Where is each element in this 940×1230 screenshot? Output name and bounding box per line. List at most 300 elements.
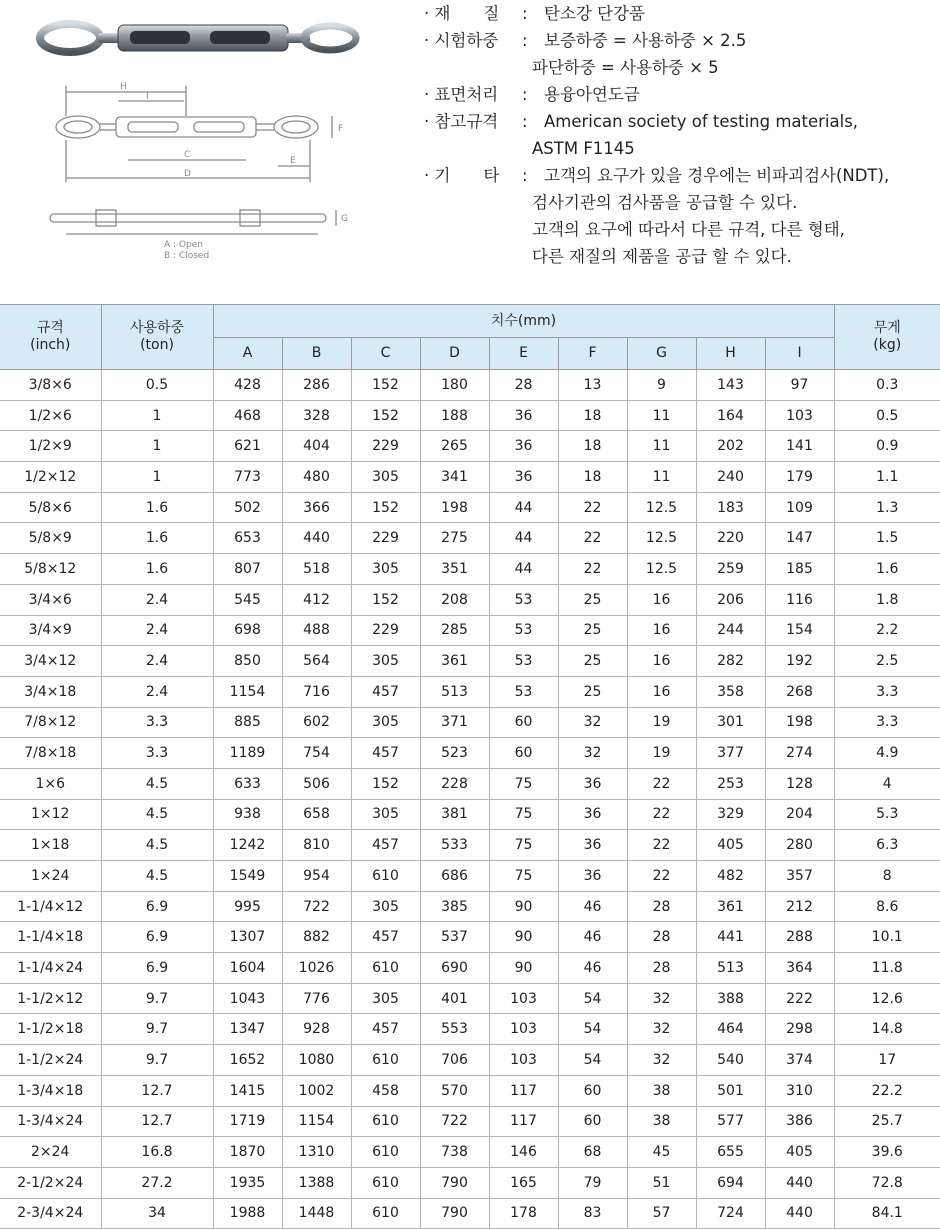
cell-dim: 79 [558, 1167, 627, 1198]
cell-dim: 22 [627, 768, 696, 799]
cell-dim: 11 [627, 431, 696, 462]
table-row [0, 646, 940, 677]
cell-dim: 305 [351, 554, 420, 585]
cell-dim: 38 [627, 1075, 696, 1106]
table-row [0, 676, 940, 707]
cell-dim: 305 [351, 891, 420, 922]
cell-load: 16.8 [101, 1137, 213, 1168]
cell-dim: 1549 [213, 861, 282, 892]
cell-dim: 179 [765, 462, 834, 493]
cell-dim: 19 [627, 707, 696, 738]
cell-weight: 4.9 [834, 738, 940, 769]
label-D: D [184, 169, 191, 179]
cell-dim: 405 [765, 1137, 834, 1168]
table-row [0, 983, 940, 1014]
cell-dim: 152 [351, 584, 420, 615]
cell-dim: 36 [558, 861, 627, 892]
cell-dim: 268 [765, 676, 834, 707]
cell-dim: 361 [696, 891, 765, 922]
cell-dim: 22 [627, 861, 696, 892]
cell-load: 27.2 [101, 1167, 213, 1198]
cell-dim: 1870 [213, 1137, 282, 1168]
table-row [0, 707, 940, 738]
cell-dim: 513 [696, 953, 765, 984]
cell-dim: 374 [765, 1045, 834, 1076]
cell-spec: 1×12 [0, 799, 101, 830]
cell-dim: 440 [765, 1167, 834, 1198]
cell-load: 9.7 [101, 983, 213, 1014]
cell-dim: 147 [765, 523, 834, 554]
cell-load: 3.3 [101, 738, 213, 769]
cell-dim: 274 [765, 738, 834, 769]
cell-dim: 240 [696, 462, 765, 493]
cell-dim: 36 [558, 768, 627, 799]
cell-dim: 1604 [213, 953, 282, 984]
table-row [0, 861, 940, 892]
cell-dim: 68 [558, 1137, 627, 1168]
table-row [0, 492, 940, 523]
cell-dim: 310 [765, 1075, 834, 1106]
cell-spec: 5/8×9 [0, 523, 101, 554]
cell-dim: 610 [351, 1045, 420, 1076]
cell-dim: 301 [696, 707, 765, 738]
cell-dim: 180 [420, 370, 489, 401]
cell-dim: 22 [558, 554, 627, 585]
cell-spec: 1×18 [0, 830, 101, 861]
label-I: I [146, 92, 149, 102]
cell-spec: 7/8×12 [0, 707, 101, 738]
cell-spec: 7/8×18 [0, 738, 101, 769]
cell-dim: 412 [282, 584, 351, 615]
cell-load: 1 [101, 462, 213, 493]
cell-dim: 1310 [282, 1137, 351, 1168]
cell-dim: 610 [351, 1198, 420, 1229]
cell-dim: 22 [627, 830, 696, 861]
cell-dim: 204 [765, 799, 834, 830]
table-row [0, 738, 940, 769]
cell-load: 4.5 [101, 768, 213, 799]
cell-dim: 53 [489, 676, 558, 707]
cell-dim: 790 [420, 1198, 489, 1229]
cell-dim: 285 [420, 615, 489, 646]
cell-dim: 16 [627, 676, 696, 707]
cell-dim: 1043 [213, 983, 282, 1014]
cell-dim: 298 [765, 1014, 834, 1045]
table-row [0, 462, 940, 493]
spec-separator: : [522, 4, 528, 23]
table-row [0, 1167, 940, 1198]
cell-dim: 32 [627, 1014, 696, 1045]
cell-dim: 152 [351, 768, 420, 799]
spec-key: · 참고규격 [424, 112, 499, 131]
cell-dim: 32 [627, 983, 696, 1014]
spec-row [424, 27, 940, 54]
cell-dim: 577 [696, 1106, 765, 1137]
cell-dim: 44 [489, 492, 558, 523]
cell-dim: 117 [489, 1075, 558, 1106]
spec-row [424, 81, 940, 108]
spec-value-continued: ASTM F1145 [532, 139, 635, 158]
cell-weight: 11.8 [834, 953, 940, 984]
cell-dim: 32 [558, 738, 627, 769]
cell-weight: 0.9 [834, 431, 940, 462]
cell-dim: 53 [489, 584, 558, 615]
dimension-table [0, 304, 940, 1229]
cell-dim: 192 [765, 646, 834, 677]
cell-weight: 39.6 [834, 1137, 940, 1168]
cell-dim: 109 [765, 492, 834, 523]
header-dim-a: A [213, 338, 282, 370]
cell-dim: 152 [351, 400, 420, 431]
cell-dim: 722 [282, 891, 351, 922]
cell-dim: 32 [627, 1045, 696, 1076]
label-E: E [290, 156, 296, 166]
dimension-table-wrap [0, 304, 940, 1229]
cell-dim: 38 [627, 1106, 696, 1137]
cell-load: 12.7 [101, 1075, 213, 1106]
cell-dim: 553 [420, 1014, 489, 1045]
cell-spec: 1×24 [0, 861, 101, 892]
cell-dim: 222 [765, 983, 834, 1014]
cell-dim: 1988 [213, 1198, 282, 1229]
cell-dim: 90 [489, 953, 558, 984]
cell-weight: 1.5 [834, 523, 940, 554]
cell-dim: 152 [351, 370, 420, 401]
cell-dim: 523 [420, 738, 489, 769]
cell-dim: 143 [696, 370, 765, 401]
spec-row [424, 162, 940, 189]
cell-dim: 329 [696, 799, 765, 830]
cell-dim: 28 [627, 953, 696, 984]
cell-dim: 1388 [282, 1167, 351, 1198]
cell-dim: 458 [351, 1075, 420, 1106]
cell-dim: 882 [282, 922, 351, 953]
table-row [0, 1137, 940, 1168]
cell-dim: 198 [420, 492, 489, 523]
cell-dim: 773 [213, 462, 282, 493]
cell-dim: 790 [420, 1167, 489, 1198]
cell-dim: 54 [558, 1014, 627, 1045]
cell-dim: 706 [420, 1045, 489, 1076]
spec-separator: : [522, 166, 528, 185]
cell-dim: 53 [489, 646, 558, 677]
turnbuckle-photo [40, 24, 356, 52]
cell-dim: 385 [420, 891, 489, 922]
header-dim-g: G [627, 338, 696, 370]
cell-dim: 738 [420, 1137, 489, 1168]
cell-load: 2.4 [101, 615, 213, 646]
cell-dim: 44 [489, 523, 558, 554]
cell-weight: 0.3 [834, 370, 940, 401]
cell-weight: 0.5 [834, 400, 940, 431]
cell-dim: 361 [420, 646, 489, 677]
cell-dim: 25 [558, 676, 627, 707]
cell-dim: 90 [489, 891, 558, 922]
cell-dim: 305 [351, 983, 420, 1014]
cell-dim: 810 [282, 830, 351, 861]
cell-spec: 1-3/4×18 [0, 1075, 101, 1106]
cell-weight: 8.6 [834, 891, 940, 922]
cell-weight: 1.6 [834, 554, 940, 585]
cell-dim: 404 [282, 431, 351, 462]
cell-dim: 183 [696, 492, 765, 523]
spec-separator: : [522, 85, 528, 104]
cell-dim: 275 [420, 523, 489, 554]
cell-dim: 807 [213, 554, 282, 585]
cell-dim: 1448 [282, 1198, 351, 1229]
header-dim-c: C [351, 338, 420, 370]
cell-dim: 141 [765, 431, 834, 462]
cell-dim: 220 [696, 523, 765, 554]
cell-dim: 75 [489, 768, 558, 799]
cell-weight: 3.3 [834, 676, 940, 707]
cell-dim: 653 [213, 523, 282, 554]
table-row [0, 1198, 940, 1229]
table-row [0, 1106, 940, 1137]
cell-spec: 1-1/4×18 [0, 922, 101, 953]
cell-dim: 46 [558, 891, 627, 922]
cell-dim: 265 [420, 431, 489, 462]
cell-dim: 212 [765, 891, 834, 922]
cell-dim: 229 [351, 523, 420, 554]
cell-spec: 1×6 [0, 768, 101, 799]
cell-dim: 103 [489, 1045, 558, 1076]
cell-dim: 405 [696, 830, 765, 861]
cell-dim: 22 [627, 799, 696, 830]
cell-dim: 206 [696, 584, 765, 615]
cell-spec: 3/4×6 [0, 584, 101, 615]
cell-dim: 545 [213, 584, 282, 615]
cell-dim: 658 [282, 799, 351, 830]
spec-value-continued: 파단하중 = 사용하중 × 5 [532, 58, 719, 77]
cell-dim: 457 [351, 922, 420, 953]
cell-dim: 12.5 [627, 523, 696, 554]
cell-spec: 3/4×12 [0, 646, 101, 677]
cell-dim: 16 [627, 646, 696, 677]
spec-value: 고객의 요구가 있을 경우에는 비파괴검사(NDT), [544, 166, 890, 185]
cell-dim: 690 [420, 953, 489, 984]
cell-weight: 25.7 [834, 1106, 940, 1137]
cell-weight: 22.2 [834, 1075, 940, 1106]
cell-dim: 46 [558, 953, 627, 984]
cell-dim: 25 [558, 615, 627, 646]
cell-dim: 152 [351, 492, 420, 523]
cell-load: 4.5 [101, 799, 213, 830]
cell-dim: 188 [420, 400, 489, 431]
cell-dim: 428 [213, 370, 282, 401]
spec-value-continued: 고객의 요구에 따라서 다른 규격, 다른 형태, [532, 220, 845, 239]
cell-dim: 229 [351, 615, 420, 646]
cell-dim: 18 [558, 400, 627, 431]
cell-weight: 17 [834, 1045, 940, 1076]
label-G: G [341, 214, 348, 224]
cell-dim: 305 [351, 707, 420, 738]
cell-dim: 228 [420, 768, 489, 799]
cell-dim: 22 [558, 523, 627, 554]
cell-dim: 377 [696, 738, 765, 769]
cell-load: 2.4 [101, 584, 213, 615]
cell-dim: 621 [213, 431, 282, 462]
cell-dim: 1080 [282, 1045, 351, 1076]
cell-dim: 25 [558, 646, 627, 677]
cell-dim: 506 [282, 768, 351, 799]
header-dim-i: I [765, 338, 834, 370]
spec-key: · 기 타 [424, 166, 500, 185]
spec-value-continued: 검사기관의 검사품을 공급할 수 있다. [532, 193, 798, 212]
cell-dim: 1154 [213, 676, 282, 707]
legend-closed: B : Closed [164, 251, 210, 261]
cell-weight: 10.1 [834, 922, 940, 953]
spec-separator: : [522, 112, 528, 131]
cell-dim: 259 [696, 554, 765, 585]
cell-dim: 36 [489, 462, 558, 493]
cell-dim: 540 [696, 1045, 765, 1076]
table-row [0, 554, 940, 585]
cell-spec: 1-1/2×24 [0, 1045, 101, 1076]
cell-spec: 2-3/4×24 [0, 1198, 101, 1229]
table-row [0, 891, 940, 922]
cell-dim: 457 [351, 738, 420, 769]
cell-dim: 1652 [213, 1045, 282, 1076]
cell-dim: 154 [765, 615, 834, 646]
cell-dim: 36 [489, 431, 558, 462]
cell-dim: 75 [489, 799, 558, 830]
cell-dim: 995 [213, 891, 282, 922]
cell-dim: 229 [351, 431, 420, 462]
spec-value: American society of testing materials, [544, 112, 859, 131]
cell-dim: 1415 [213, 1075, 282, 1106]
header-weight: 무게 (kg) [834, 305, 940, 370]
cell-dim: 1935 [213, 1167, 282, 1198]
header-dim-h: H [696, 338, 765, 370]
cell-dim: 388 [696, 983, 765, 1014]
cell-dim: 45 [627, 1137, 696, 1168]
table-row [0, 615, 940, 646]
cell-dim: 1242 [213, 830, 282, 861]
cell-dim: 364 [765, 953, 834, 984]
cell-dim: 253 [696, 768, 765, 799]
table-body [0, 370, 940, 1229]
cell-dim: 366 [282, 492, 351, 523]
cell-dim: 44 [489, 554, 558, 585]
cell-dim: 305 [351, 462, 420, 493]
cell-dim: 457 [351, 1014, 420, 1045]
cell-dim: 9 [627, 370, 696, 401]
cell-dim: 381 [420, 799, 489, 830]
cell-dim: 305 [351, 646, 420, 677]
cell-dim: 457 [351, 676, 420, 707]
cell-weight: 3.3 [834, 707, 940, 738]
cell-dim: 25 [558, 584, 627, 615]
cell-dim: 518 [282, 554, 351, 585]
cell-spec: 2-1/2×24 [0, 1167, 101, 1198]
cell-dim: 16 [627, 615, 696, 646]
cell-weight: 4 [834, 768, 940, 799]
cell-dim: 533 [420, 830, 489, 861]
cell-dim: 11 [627, 400, 696, 431]
cell-dim: 116 [765, 584, 834, 615]
cell-load: 6.9 [101, 953, 213, 984]
label-C: C [184, 150, 191, 160]
cell-spec: 5/8×6 [0, 492, 101, 523]
cell-spec: 3/8×6 [0, 370, 101, 401]
table-row [0, 400, 940, 431]
cell-dim: 754 [282, 738, 351, 769]
cell-dim: 282 [696, 646, 765, 677]
cell-dim: 724 [696, 1198, 765, 1229]
cell-weight: 84.1 [834, 1198, 940, 1229]
cell-dim: 954 [282, 861, 351, 892]
spec-key: · 시험하중 [424, 31, 499, 50]
cell-dim: 440 [282, 523, 351, 554]
table-row [0, 1045, 940, 1076]
cell-load: 2.4 [101, 676, 213, 707]
cell-load: 0.5 [101, 370, 213, 401]
header-dim-e: E [489, 338, 558, 370]
cell-dim: 885 [213, 707, 282, 738]
cell-dim: 36 [558, 799, 627, 830]
label-F: F [338, 124, 344, 134]
cell-dim: 60 [558, 1075, 627, 1106]
cell-weight: 2.5 [834, 646, 940, 677]
spec-value-continued: 다른 재질의 제품을 공급 할 수 있다. [532, 247, 792, 266]
spec-row [424, 108, 940, 135]
cell-dim: 1026 [282, 953, 351, 984]
legend-open: A : Open [164, 240, 203, 250]
cell-dim: 441 [696, 922, 765, 953]
cell-load: 6.9 [101, 922, 213, 953]
cell-dim: 178 [489, 1198, 558, 1229]
cell-load: 4.5 [101, 830, 213, 861]
cell-dim: 202 [696, 431, 765, 462]
spec-row [424, 0, 940, 27]
header-spec: 규격 (inch) [0, 305, 101, 370]
header-dim-d: D [420, 338, 489, 370]
cell-weight: 5.3 [834, 799, 940, 830]
cell-dim: 440 [765, 1198, 834, 1229]
spec-list [424, 0, 940, 270]
cell-dim: 57 [627, 1198, 696, 1229]
cell-dim: 358 [696, 676, 765, 707]
cell-dim: 46 [558, 922, 627, 953]
cell-weight: 1.3 [834, 492, 940, 523]
cell-dim: 103 [489, 1014, 558, 1045]
cell-dim: 698 [213, 615, 282, 646]
cell-dim: 103 [765, 400, 834, 431]
cell-dim: 13 [558, 370, 627, 401]
cell-dim: 28 [627, 891, 696, 922]
cell-dim: 610 [351, 861, 420, 892]
cell-dim: 90 [489, 922, 558, 953]
table-row [0, 523, 940, 554]
cell-dim: 1307 [213, 922, 282, 953]
cell-spec: 5/8×12 [0, 554, 101, 585]
cell-dim: 32 [558, 707, 627, 738]
cell-dim: 28 [489, 370, 558, 401]
cell-dim: 610 [351, 953, 420, 984]
cell-dim: 198 [765, 707, 834, 738]
cell-weight: 2.2 [834, 615, 940, 646]
table-row [0, 953, 940, 984]
cell-dim: 36 [489, 400, 558, 431]
cell-load: 1 [101, 400, 213, 431]
cell-load: 3.3 [101, 707, 213, 738]
cell-dim: 564 [282, 646, 351, 677]
cell-dim: 570 [420, 1075, 489, 1106]
cell-dim: 502 [213, 492, 282, 523]
spec-key: · 재 질 [424, 4, 500, 23]
cell-dim: 60 [489, 707, 558, 738]
